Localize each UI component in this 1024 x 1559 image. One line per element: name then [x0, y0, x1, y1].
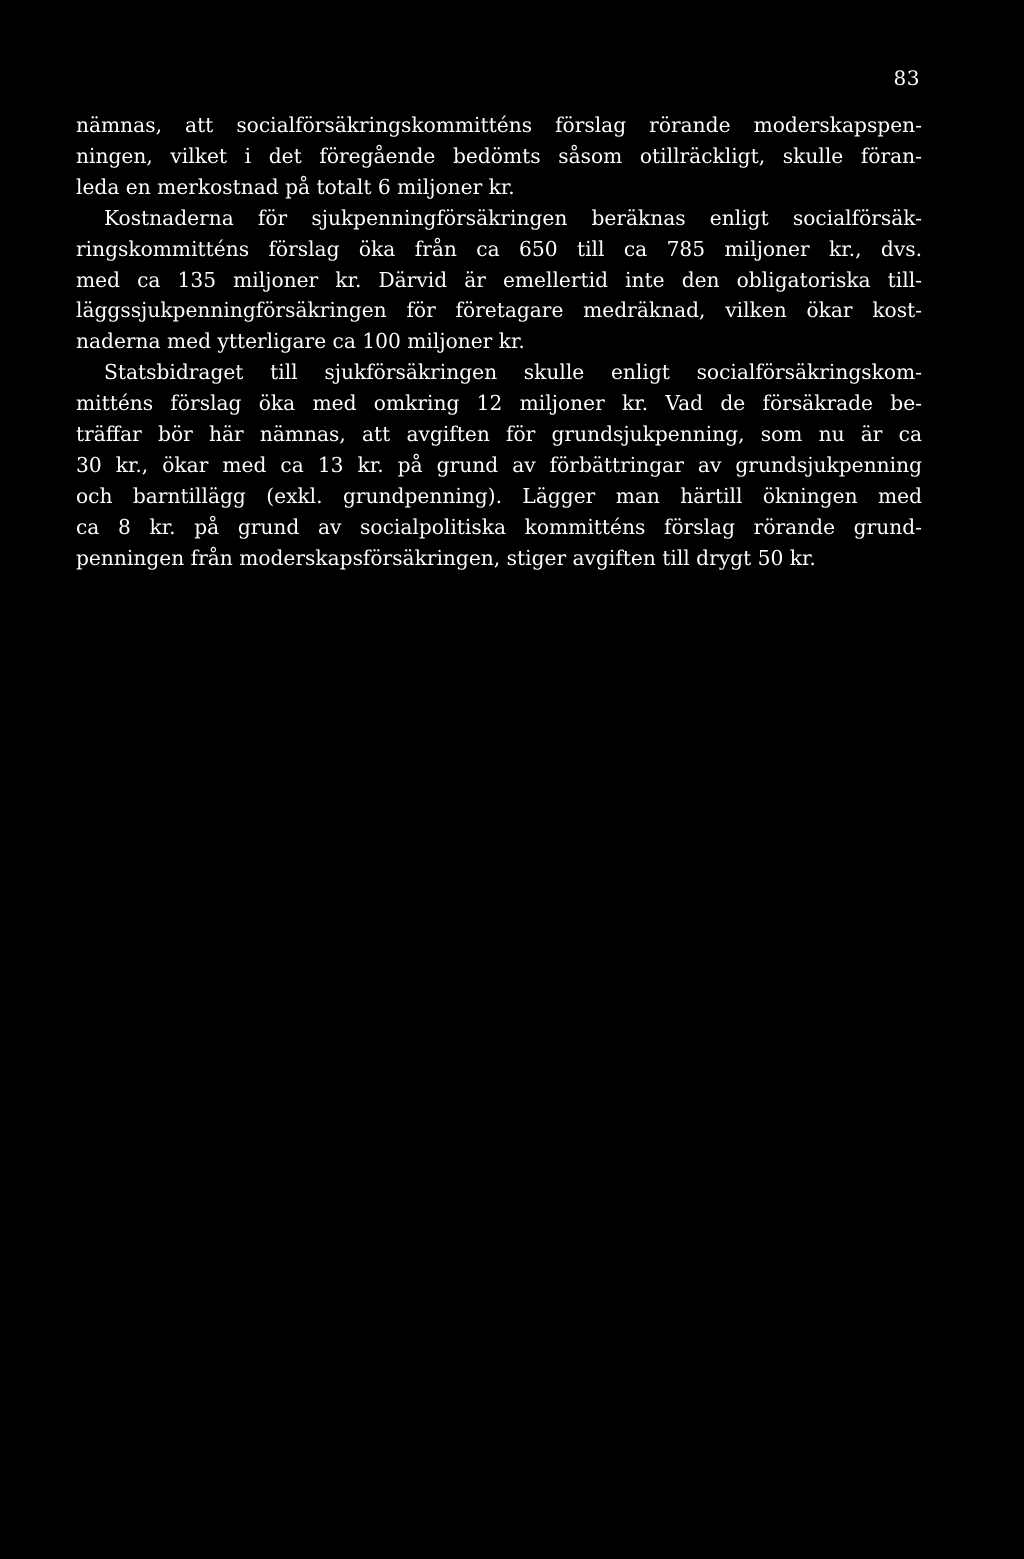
text-line: med ca 135 miljoner kr. Därvid är emellertid inte den obligatoriska till- — [76, 267, 922, 292]
text-line: penningen från moderskapsförsäkringen, stiger avgiften till drygt 50 kr. — [76, 545, 816, 570]
text-line: mitténs förslag öka med omkring 12 miljoner kr. Vad de försäkrade be- — [76, 391, 922, 416]
paragraph-1 — [76, 110, 922, 203]
text-line: leda en merkostnad på totalt 6 miljoner kr. — [76, 174, 515, 199]
page-number: 83 — [893, 66, 920, 90]
text-line: Statsbidraget till sjukförsäkringen skulle enligt socialförsäkringskom- — [104, 360, 922, 385]
text-line: ningen, vilket i det föregående bedömts såsom otillräckligt, skulle föran- — [76, 143, 922, 168]
paragraph-3 — [76, 357, 922, 573]
text-line: ringskommitténs förslag öka från ca 650 till ca 785 miljoner kr., dvs. — [76, 236, 922, 261]
text-line: 30 kr., ökar med ca 13 kr. på grund av förbättringar av grundsjukpenning — [76, 452, 922, 477]
paragraph-2 — [76, 203, 922, 358]
text-line: träffar bör här nämnas, att avgiften för grundsjukpenning, som nu är ca — [76, 422, 922, 447]
body-text — [76, 110, 922, 574]
text-line: läggssjukpenningförsäkringen för företagare medräknad, vilken ökar kost- — [76, 298, 922, 323]
text-line: naderna med ytterligare ca 100 miljoner kr. — [76, 329, 525, 354]
text-line: och barntillägg (exkl. grundpenning). Lägger man härtill ökningen med — [76, 483, 922, 508]
text-line: nämnas, att socialförsäkringskommitténs förslag rörande moderskapspen- — [76, 113, 922, 137]
text-line: Kostnaderna för sjukpenningförsäkringen beräknas enligt socialförsäk- — [104, 205, 922, 230]
text-line: ca 8 kr. på grund av socialpolitiska kommitténs förslag rörande grund- — [76, 514, 922, 539]
